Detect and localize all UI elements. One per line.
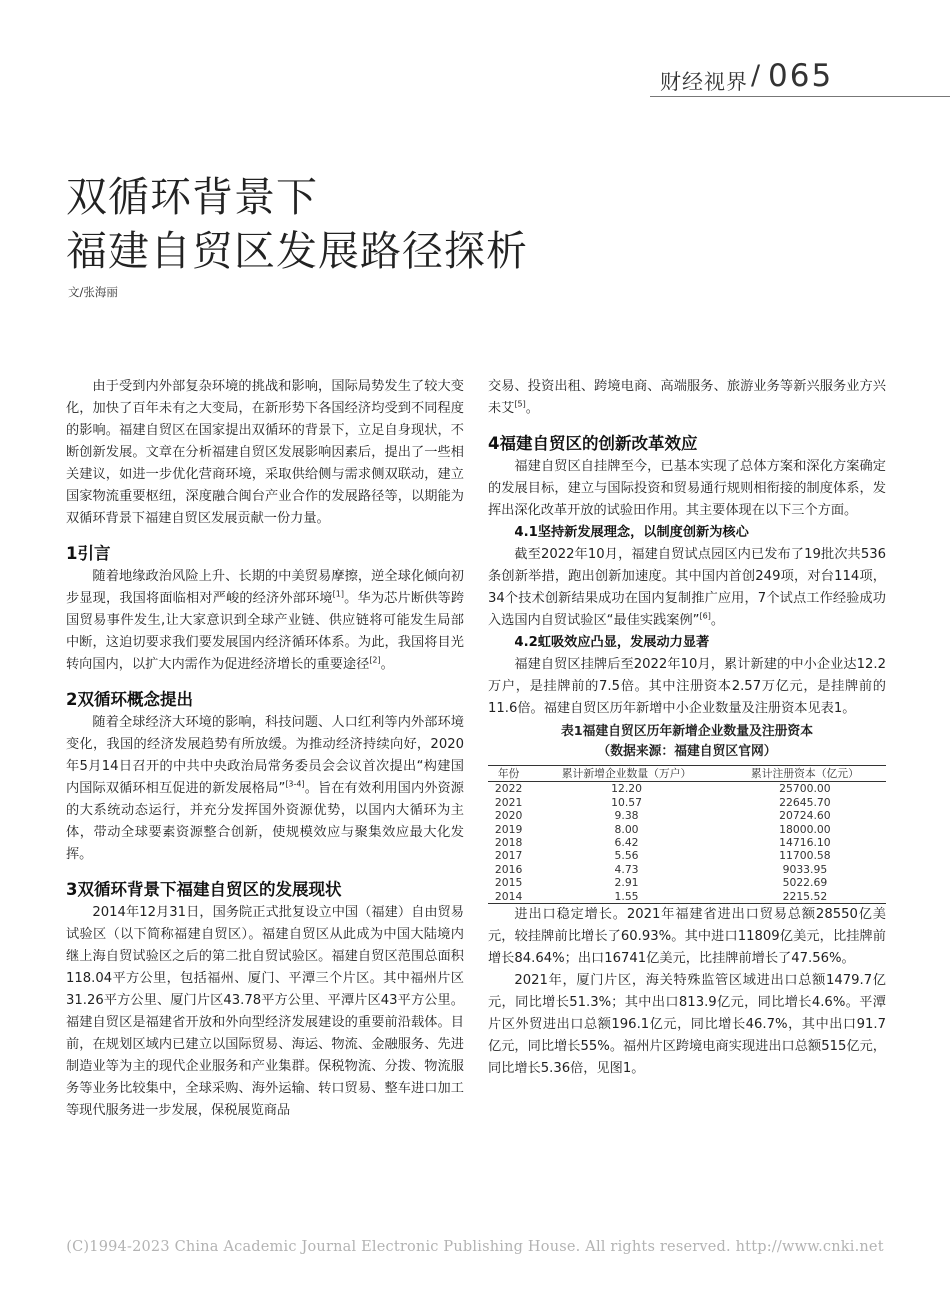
- table-cell: 10.57: [611, 795, 642, 809]
- table-cell: 2021: [494, 795, 523, 809]
- table-cell: 25700.00: [779, 782, 831, 796]
- column-header-year: 年份: [488, 766, 529, 782]
- table-caption-source: （数据来源：福建自贸区官网）: [597, 744, 777, 759]
- section-1-paragraph: 随着地缘政治风险上升、长期的中美贸易摩擦，逆全球化倾向初步显现，我国将面临相对严峻的经济外部环境[1]。华为芯片断供等跨国贸易事件发生,让大家意识到全球产业链、供应链将可能发生局部中断，这迫切要求我们要发展国内经济循环体系。为此，我国将目光转向国内，以扩大内需作为促进经济增长的重要途径[2]。: [66, 569, 465, 672]
- column-header-capital: 累计注册资本（亿元）: [724, 766, 886, 782]
- trade-paragraph: 进出口稳定增长。2021年福建省进出口贸易总额28550亿美元，较挂牌前比增长了60.93%。其中进口11809亿美元，比挂牌前增长84.64%；出口16741亿美元，比挂牌前增长了47.56%。: [488, 907, 886, 967]
- copyright-footer: (C)1994-2023 China Academic Journal Electronic Publishing House. All rights reserved. http://www.cnki.net: [66, 1239, 884, 1255]
- section-4-1-heading: 4.1坚持新发展理念，以制度创新为核心: [514, 525, 749, 540]
- table-row: [488, 849, 886, 862]
- right-column: [488, 376, 886, 1080]
- title-line-2: 福建自贸区发展路径探析: [66, 227, 528, 275]
- table-row: [488, 890, 886, 904]
- citation: [2]: [369, 655, 381, 665]
- table-cell: 11700.58: [779, 849, 831, 863]
- table-cell: 6.42: [614, 836, 639, 850]
- table-cell: 9.38: [614, 809, 639, 823]
- table-cell: 12.20: [611, 782, 642, 796]
- table-cell: 8.00: [614, 822, 639, 836]
- table-cell: 5.56: [614, 849, 639, 863]
- table-cell: 2014: [488, 890, 529, 904]
- table-row: [488, 796, 886, 809]
- header-rule: [650, 96, 950, 97]
- table-cell: 5022.69: [782, 876, 828, 890]
- article-title: [66, 170, 528, 278]
- header-slash: /: [751, 60, 761, 91]
- table-cell: 1.55: [529, 890, 724, 904]
- table-header-row: [488, 766, 886, 782]
- table-row: [488, 863, 886, 876]
- table-row: [488, 782, 886, 796]
- data-table: [488, 765, 886, 904]
- title-line-1: 双循环背景下: [66, 173, 318, 221]
- column-header-enterprises: 累计新增企业数量（万户）: [529, 766, 724, 782]
- table-body: [488, 782, 886, 904]
- table-cell: 14716.10: [779, 836, 831, 850]
- table-cell: 2.91: [614, 876, 639, 890]
- section-3-paragraph: 2014年12月31日，国务院正式批复设立中国（福建）自由贸易试验区（以下简称福建自贸区）。福建自贸区从此成为中国大陆境内继上海自贸试验区之后的第二批自贸试验区。福建自贸区范围总面积118.04平方公里，包括福州、厦门、平潭三个片区。其中福州片区31.26平方公里、厦门片区43.78平方公里、平潭片区43平方公里。福建自贸区是福建省开放和外向型经济发展建设的重要前沿载体。目前，在规划区域内已建立以国际贸易、海运、物流、金融服务、先进制造业等为主的现代企业服务和产业集群。保税物流、分拨、物流服务等业务比较集中，全球采购、海外运输、转口贸易、整车进口加工等现代服务进一步发展，保税展览商品: [66, 905, 464, 1118]
- table-cell: 20724.60: [779, 809, 831, 823]
- table-cell: 2020: [494, 809, 523, 823]
- section-name: 财经视界: [660, 70, 748, 94]
- page-header: [650, 58, 950, 100]
- section-2-heading: 2双循环概念提出: [66, 690, 193, 709]
- table-cell: 9033.95: [782, 862, 828, 876]
- table-cell: 2015: [494, 876, 523, 890]
- table-caption-title: 表1福建自贸区历年新增企业数量及注册资本: [560, 724, 814, 739]
- table-cell: 2019: [494, 822, 523, 836]
- table-cell: 2022: [494, 782, 523, 796]
- table-row: [488, 876, 886, 889]
- section-3-heading: 3双循环背景下福建自贸区的发展现状: [66, 880, 342, 899]
- left-column: [66, 376, 464, 1122]
- citation: [1]: [332, 589, 345, 599]
- table-caption: [488, 722, 886, 762]
- section-4-heading: 4福建自贸区的创新改革效应: [488, 434, 698, 453]
- citation: [5]: [514, 399, 526, 409]
- table-cell: 2018: [494, 836, 523, 850]
- abstract: 由于受到内外部复杂环境的挑战和影响，国际局势发生了较大变化，加快了百年未有之大变局，在新形势下各国经济均受到不同程度的影响。福建自贸区在国家提出双循环的背景下，立足自身现状，不断创新发展。文章在分析福建自贸区发展影响因素后，提出了一些相关建议，如进一步优化营商环境，采取供给侧与需求侧双联动，建立国家物流重要枢纽，深度融合闽台产业合作的发展路径等，以期能为双循环背景下福建自贸区发展贡献一份力量。: [66, 379, 464, 526]
- table-row: [488, 836, 886, 849]
- byline: 文/张海丽: [68, 285, 118, 299]
- table-row: [488, 809, 886, 822]
- table-row: [488, 823, 886, 836]
- table-cell: 4.73: [614, 862, 639, 876]
- section-1-heading: 1引言: [66, 544, 111, 563]
- zone-trade-paragraph: 2021年，厦门片区，海关特殊监管区域进出口总额1479.7亿元，同比增长51.3%；其中出口813.9亿元，同比增长4.6%。平潭片区外贸进出口总额196.1亿元，同比增长46.7%，其中出口91.7亿元，同比增长55%。福州片区跨境电商实现进出口总额515亿元，同比增长5.36倍，见图1。: [488, 973, 886, 1077]
- table-cell: 18000.00: [779, 822, 831, 836]
- page-number: 065: [768, 58, 834, 94]
- table-cell: 2017: [494, 849, 523, 863]
- table-cell: 22645.70: [779, 795, 831, 809]
- citation: [3-4]: [285, 779, 305, 789]
- section-4-1-paragraph: 截至2022年10月，福建自贸试点园区内已发布了19批次共536条创新举措，跑出创新加速度。其中国内首创249项，对台114项，34个技术创新结果成功在国内复制推广应用，7个试点工作经验成功入选国内自贸试验区“最佳实践案例”[6]。: [488, 547, 886, 628]
- section-4-2-heading: 4.2虹吸效应凸显，发展动力显著: [514, 635, 710, 650]
- section-4-paragraph: 福建自贸区自挂牌至今，已基本实现了总体方案和深化方案确定的发展目标，建立与国际投资和贸易通行规则相衔接的制度体系，发挥出深化改革开放的试验田作用。其主要体现在以下三个方面。: [488, 459, 886, 518]
- citation: [6]: [699, 611, 711, 621]
- continued-paragraph: 交易、投资出租、跨境电商、高端服务、旅游业务等新兴服务业方兴未艾[5]。: [488, 379, 886, 416]
- table-cell: 2016: [494, 862, 523, 876]
- section-2-paragraph: 随着全球经济大环境的影响，科技问题、人口红利等内外部环境变化，我国的经济发展趋势有所放缓。为推动经济持续向好，2020年5月14日召开的中共中央政治局常务委员会会议首次提出“构建国内国际双循环相互促进的新发展格局”[3-4]。旨在有效利用国内外资源的大系统动态运行，并充分发挥国外资源优势，以国内大循环为主体，带动全球要素资源整合创新，使规模效应与聚集效应最大化发挥。: [66, 715, 464, 862]
- section-4-2-paragraph: 福建自贸区挂牌后至2022年10月，累计新建的中小企业达12.2万户，是挂牌前的7.5倍。其中注册资本2.57万亿元，是挂牌前的11.6倍。福建自贸区历年新增中小企业数量及注册资本见表1。: [488, 657, 886, 716]
- table-cell: 2215.52: [724, 890, 886, 904]
